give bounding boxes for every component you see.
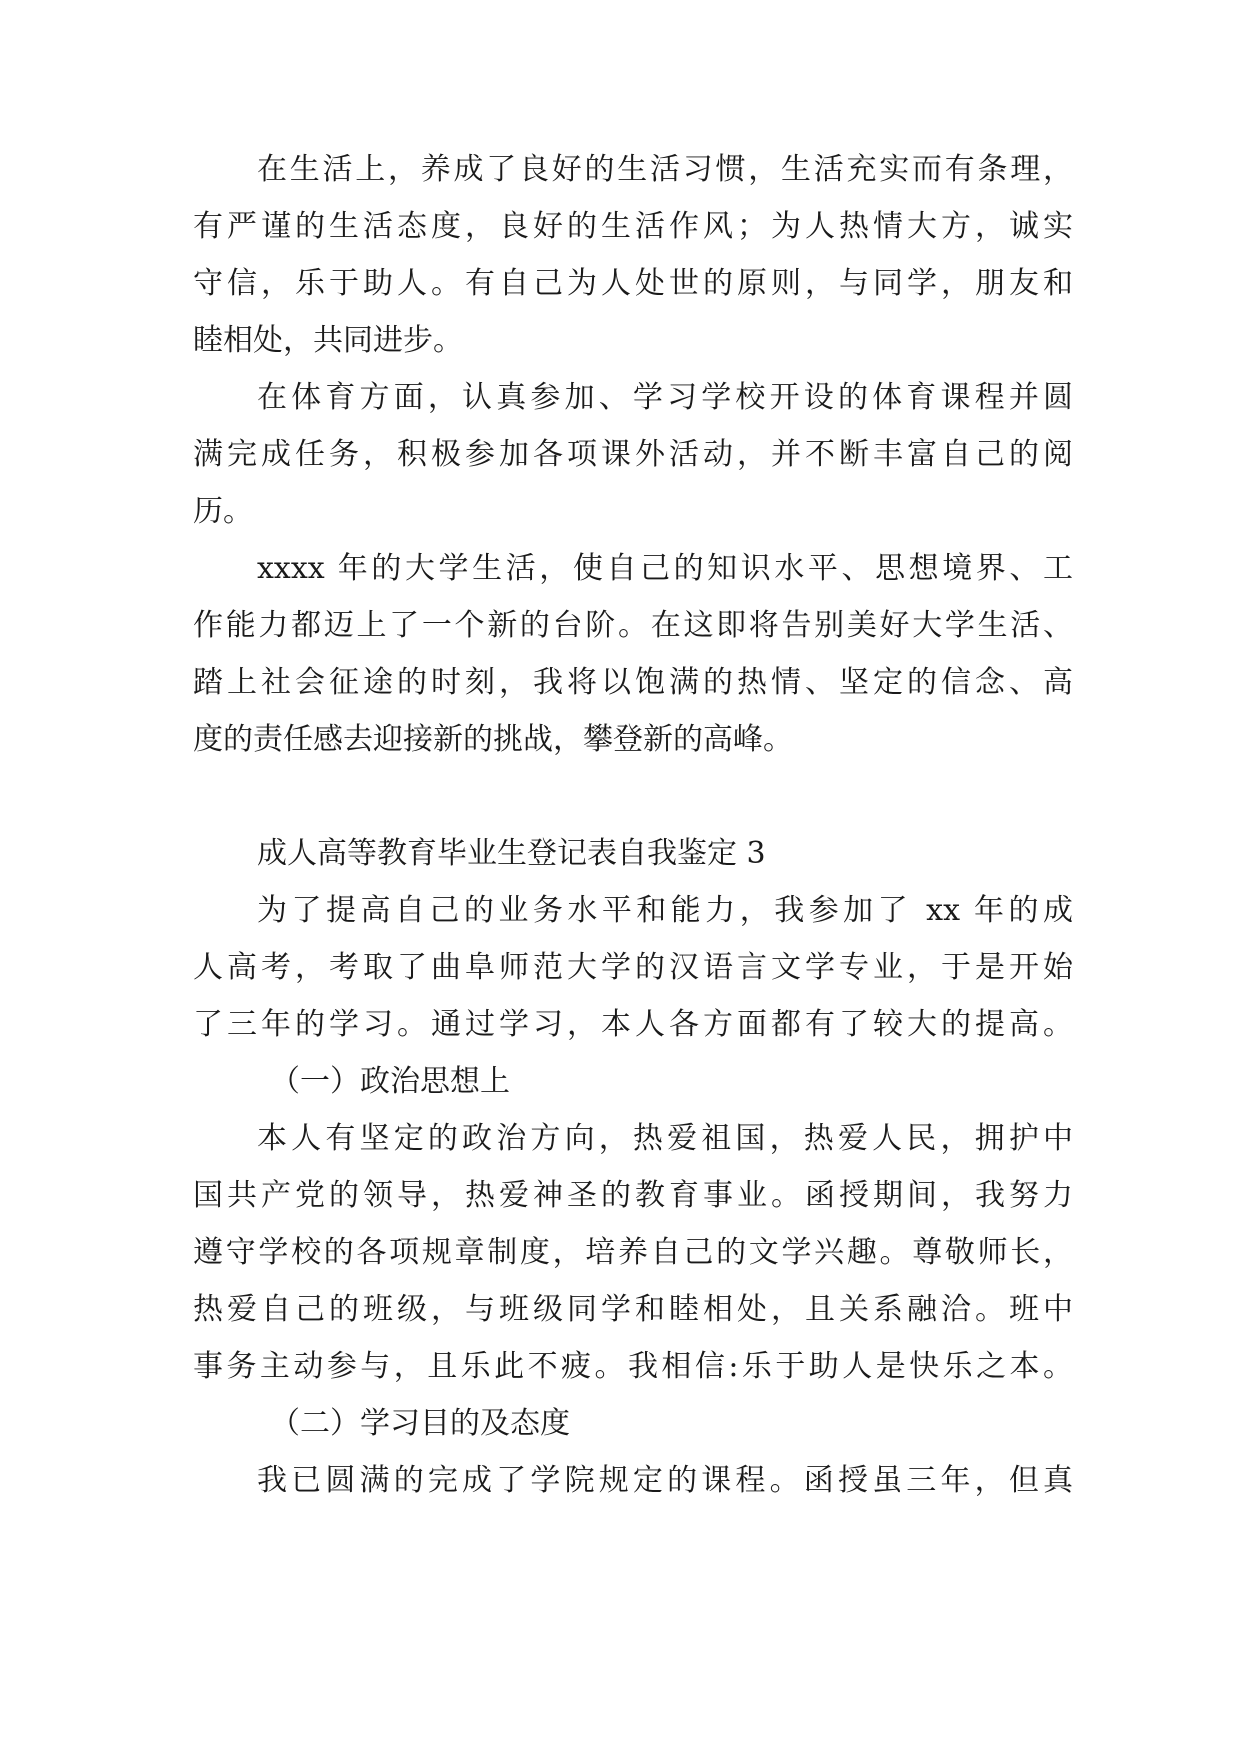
paragraph-line: 热爱自己的班级，与班级同学和睦相处，且关系融洽。班中 [193,1292,1073,1327]
paragraph-line: 历。 [193,494,253,529]
paragraph-line: xxxx 年的大学生活，使自己的知识水平、思想境界、工 [257,551,1073,586]
paragraph-line: 国共产党的领导，热爱神圣的教育事业。函授期间，我努力 [193,1178,1073,1213]
section-title: 成人高等教育毕业生登记表自我鉴定 3 [257,836,766,871]
paragraph-line: 我已圆满的完成了学院规定的课程。函授虽三年，但真 [257,1463,1073,1498]
paragraph-line: 人高考，考取了曲阜师范大学的汉语言文学专业，于是开始 [193,950,1073,985]
paragraph-line: 了三年的学习。通过学习，本人各方面都有了较大的提高。 [193,1007,1073,1042]
paragraph-line: 守信，乐于助人。有自己为人处世的原则，与同学，朋友和 [193,266,1073,301]
subheading-study: （二）学习目的及态度 [270,1406,570,1441]
paragraph-line: 度的责任感去迎接新的挑战，攀登新的高峰。 [193,722,793,757]
paragraph-line: 事务主动参与，且乐此不疲。我相信:乐于助人是快乐之本。 [193,1349,1073,1384]
paragraph-line: 踏上社会征途的时刻，我将以饱满的热情、坚定的信念、高 [193,665,1073,700]
paragraph-line: 有严谨的生活态度，良好的生活作风；为人热情大方，诚实 [193,209,1073,244]
paragraph-line: 满完成任务，积极参加各项课外活动，并不断丰富自己的阅 [193,437,1073,472]
paragraph-line: 在生活上，养成了良好的生活习惯，生活充实而有条理， [257,152,1073,187]
paragraph-line: 本人有坚定的政治方向，热爱祖国，热爱人民，拥护中 [257,1121,1073,1156]
paragraph-line: 在体育方面，认真参加、学习学校开设的体育课程并圆 [257,380,1073,415]
paragraph-line: 作能力都迈上了一个新的台阶。在这即将告别美好大学生活、 [193,608,1073,643]
paragraph-line: 遵守学校的各项规章制度，培养自己的文学兴趣。尊敬师长， [193,1235,1073,1270]
paragraph-line: 睦相处，共同进步。 [193,323,463,358]
paragraph-line: 为了提高自己的业务水平和能力，我参加了 xx 年的成 [257,893,1073,928]
subheading-politics: （一）政治思想上 [270,1064,510,1099]
